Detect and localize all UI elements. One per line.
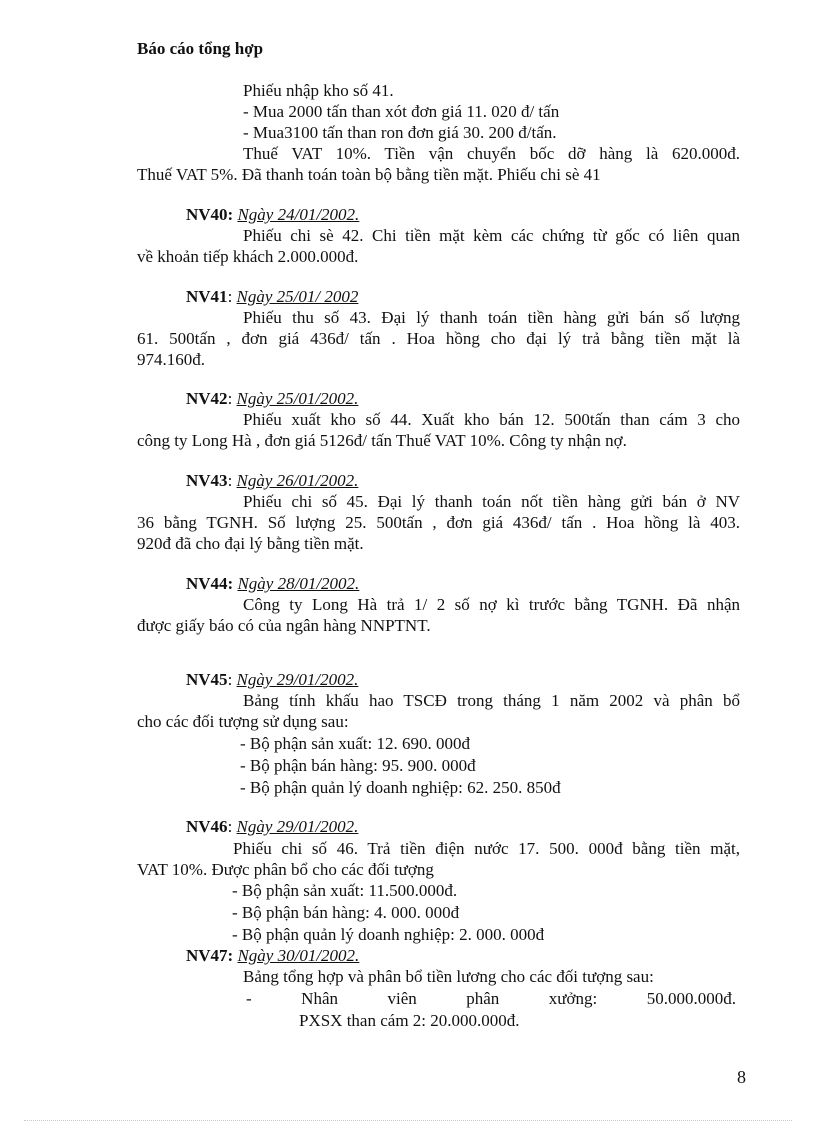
nv41-line-1: Phiếu thu số 43. Đại lý thanh toán tiền hàng gửi bán số lượng xyxy=(243,308,740,327)
nv45-line-2: cho các đối tượng sử dụng sau: xyxy=(137,712,349,731)
nv47-code: NV47: xyxy=(186,946,234,965)
intro-line-1: Phiếu nhập kho số 41. xyxy=(243,81,394,100)
nv46-heading xyxy=(186,816,358,837)
nv42-sep: : xyxy=(227,389,237,408)
nv45-bullet-3: - Bộ phận quản lý doanh nghiệp: 62. 250. 850đ xyxy=(240,778,561,797)
nv40-code: NV40: xyxy=(186,205,234,224)
nv40-heading xyxy=(186,204,359,225)
intro-line-3: - Mua3100 tấn than ron đơn giá 30. 200 đ/tấn. xyxy=(243,123,557,142)
page-number: 8 xyxy=(737,1067,746,1087)
nv43-line-2: 36 bằng TGNH. Số lượng 25. 500tấn , đơn giá 436đ/ tấn . Hoa hồng là 403. xyxy=(137,513,740,532)
nv41-date: Ngày 25/01/ 2002 xyxy=(236,287,359,306)
intro-line-2: - Mua 2000 tấn than xót đơn giá 11. 020 đ/ tấn xyxy=(243,102,560,121)
nv43-heading xyxy=(186,470,358,491)
nv46-bullet-3: - Bộ phận quản lý doanh nghiệp: 2. 000. 000đ xyxy=(232,925,545,944)
nv47-line-2: - Nhân viên phân xưởng: 50.000.000đ. xyxy=(246,989,736,1008)
nv45-line-1: Bảng tính khấu hao TSCĐ trong tháng 1 năm 2002 và phân bổ xyxy=(243,691,740,710)
nv45-code: NV45 xyxy=(186,670,228,689)
nv45-bullet-2: - Bộ phận bán hàng: 95. 900. 000đ xyxy=(240,756,476,775)
nv45-heading xyxy=(186,669,358,690)
nv43-code: NV43 xyxy=(186,471,228,490)
nv42-code: NV42 xyxy=(186,389,228,408)
nv41-heading xyxy=(186,286,358,307)
nv44-heading xyxy=(186,573,359,594)
nv41-line-3: 974.160đ. xyxy=(137,350,205,369)
nv47-line-1: Bảng tổng hợp và phân bổ tiền lương cho các đối tượng sau: xyxy=(243,967,654,986)
intro-line-5: Thuế VAT 5%. Đã thanh toán toàn bộ bằng tiền mặt. Phiếu chi sè 41 xyxy=(137,165,601,184)
nv47-heading xyxy=(186,945,359,966)
nv41-line-2: 61. 500tấn , đơn giá 436đ/ tấn . Hoa hồng cho đại lý trả bằng tiền mặt là xyxy=(137,329,740,348)
nv42-date: Ngày 25/01/2002. xyxy=(236,389,359,408)
nv47-date: Ngày 30/01/2002. xyxy=(237,946,360,965)
nv44-code: NV44: xyxy=(186,574,234,593)
nv44-line-1: Công ty Long Hà trả 1/ 2 số nợ kì trước bằng TGNH. Đã nhận xyxy=(243,595,740,614)
nv40-line-1: Phiếu chi sè 42. Chi tiền mặt kèm các chứng từ gốc có liên quan xyxy=(243,226,740,245)
nv46-bullet-1: - Bộ phận sản xuất: 11.500.000đ. xyxy=(232,881,458,900)
nv41-code: NV41 xyxy=(186,287,228,306)
nv46-sep: : xyxy=(227,817,237,836)
nv46-date: Ngày 29/01/2002. xyxy=(236,817,359,836)
nv45-sep: : xyxy=(227,670,237,689)
nv46-line-2: VAT 10%. Được phân bổ cho các đối tượng xyxy=(137,860,434,879)
nv43-sep: : xyxy=(227,471,237,490)
nv47-line-3: PXSX than cám 2: 20.000.000đ. xyxy=(299,1011,520,1030)
nv46-code: NV46 xyxy=(186,817,228,836)
nv40-line-2: về khoản tiếp khách 2.000.000đ. xyxy=(137,247,359,266)
nv43-date: Ngày 26/01/2002. xyxy=(236,471,359,490)
nv41-sep: : xyxy=(227,287,237,306)
nv45-date: Ngày 29/01/2002. xyxy=(236,670,359,689)
nv44-date: Ngày 28/01/2002. xyxy=(237,574,360,593)
report-title: Báo cáo tổng hợp xyxy=(137,39,264,58)
intro-line-4: Thuế VAT 10%. Tiền vận chuyển bốc dỡ hàng là 620.000đ. xyxy=(243,144,740,163)
nv43-line-3: 920đ đã cho đại lý bằng tiền mặt. xyxy=(137,534,364,553)
nv46-line-1: Phiếu chi số 46. Trả tiền điện nước 17. 500. 000đ bằng tiền mặt, xyxy=(233,839,740,858)
page-bottom-divider xyxy=(24,1120,792,1121)
nv42-heading xyxy=(186,388,358,409)
nv44-line-2: được giấy báo có của ngân hàng NNPTNT. xyxy=(137,616,431,635)
nv46-bullet-2: - Bộ phận bán hàng: 4. 000. 000đ xyxy=(232,903,460,922)
nv42-line-1: Phiếu xuất kho số 44. Xuất kho bán 12. 500tấn than cám 3 cho xyxy=(243,410,740,429)
nv43-line-1: Phiếu chi số 45. Đại lý thanh toán nốt tiền hàng gửi bán ở NV xyxy=(243,492,740,511)
nv40-date: Ngày 24/01/2002. xyxy=(237,205,360,224)
nv42-line-2: công ty Long Hà , đơn giá 5126đ/ tấn Thuế VAT 10%. Công ty nhận nợ. xyxy=(137,431,627,450)
nv45-bullet-1: - Bộ phận sản xuất: 12. 690. 000đ xyxy=(240,734,470,753)
